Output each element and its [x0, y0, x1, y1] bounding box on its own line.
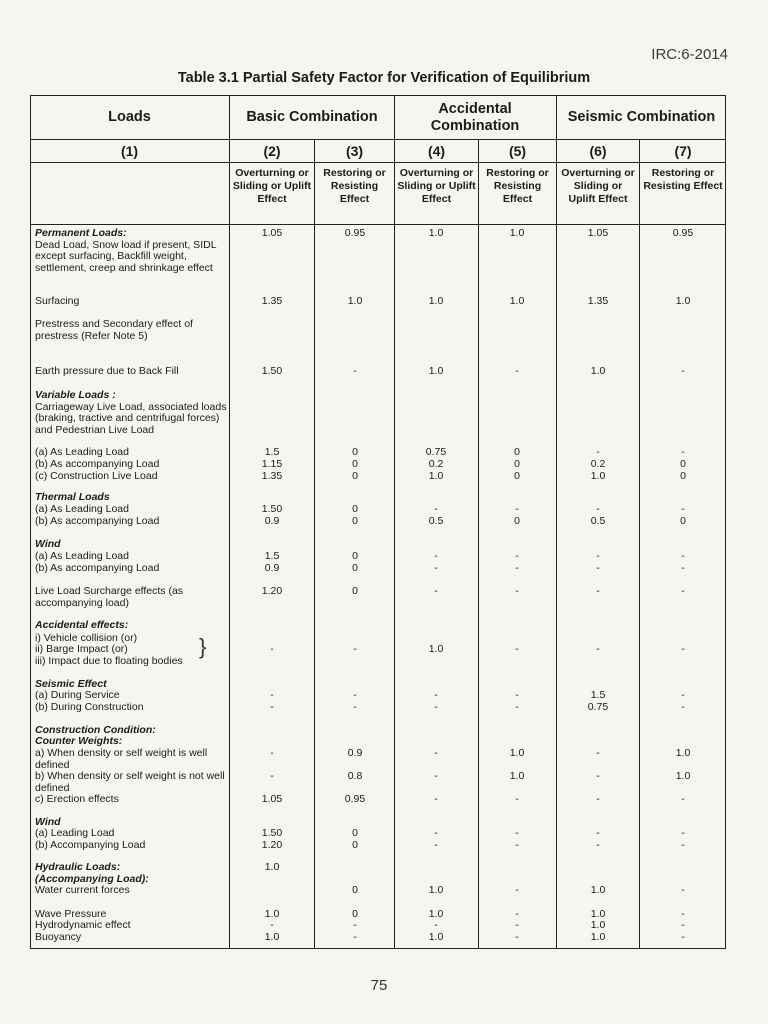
- row-text: Dead Load, Snow load if present, SIDL except surfacing, Backfill weight, settlement, creep and shrinkage effect: [35, 238, 217, 274]
- column-number: (7): [674, 143, 692, 159]
- factor-cell: -: [515, 931, 519, 943]
- factor-cell: 0: [352, 446, 358, 458]
- factor-cell: 1.0: [590, 931, 606, 943]
- row-label: [35, 459, 227, 471]
- factor-cell: 1.05: [261, 793, 283, 805]
- column-number: (3): [345, 143, 364, 159]
- row-label: [35, 828, 227, 840]
- row-label: [35, 690, 227, 702]
- factor-cell: 0: [352, 839, 358, 851]
- row-text: Surfacing: [35, 295, 80, 307]
- factor-cell: -: [270, 689, 274, 701]
- factor-cell: -: [434, 827, 438, 839]
- factor-cell: 0: [352, 827, 358, 839]
- factor-cell: -: [681, 827, 685, 839]
- factor-cell: -: [681, 365, 685, 377]
- row-label: [35, 620, 227, 632]
- row-heading: Accidental effects:: [35, 619, 129, 631]
- row-label: [35, 771, 227, 794]
- factor-cell: -: [353, 643, 357, 655]
- factor-cell: 1.0: [264, 908, 280, 920]
- row-label: [35, 504, 227, 516]
- factor-cell: 1.0: [509, 747, 525, 759]
- brace-symbol: }: [199, 634, 207, 659]
- factor-cell: -: [434, 919, 438, 931]
- effect-header: Restoring or Resisting Effect: [643, 167, 723, 192]
- effect-header: Restoring or Resisting Effect: [323, 167, 386, 205]
- row-text: Wave Pressure: [35, 908, 107, 920]
- page-number: 75: [370, 977, 388, 994]
- row-heading: Construction Condition:: [35, 724, 156, 736]
- column-number: (6): [589, 143, 607, 159]
- header-seismic-combination: Seismic Combination: [567, 109, 716, 125]
- factor-cell: 1.0: [509, 770, 525, 782]
- table-title: Table 3.1 Partial Safety Factor for Verification of Equilibrium: [177, 70, 591, 86]
- row-heading: Wind: [35, 816, 61, 828]
- effect-header: Overturning or Sliding or Uplift Effect: [561, 167, 635, 205]
- factor-cell: 1.0: [264, 931, 280, 943]
- row-heading: (Accompanying Load):: [35, 873, 149, 885]
- factor-cell: -: [596, 827, 600, 839]
- factor-cell: -: [270, 770, 274, 782]
- factor-cell: -: [681, 503, 685, 515]
- row-label: [35, 862, 227, 874]
- row-text: (b) As accompanying Load: [35, 515, 160, 527]
- row-label: [35, 471, 227, 483]
- factor-cell: -: [681, 446, 685, 458]
- factor-cell: 1.0: [428, 470, 444, 482]
- factor-cell: -: [353, 919, 357, 931]
- row-text: (c) Construction Live Load: [35, 470, 158, 482]
- factor-cell: 0: [680, 515, 686, 527]
- factor-cell: 0: [352, 515, 358, 527]
- row-label: [35, 390, 227, 436]
- factor-cell: 0.5: [428, 515, 444, 527]
- factor-cell: 1.0: [428, 884, 444, 896]
- factor-cell: -: [596, 747, 600, 759]
- factor-cell: 1.5: [264, 446, 280, 458]
- row-heading: Variable Loads :: [35, 389, 116, 401]
- factor-cell: -: [434, 793, 438, 805]
- factor-cell: -: [434, 585, 438, 597]
- factor-cell: -: [596, 770, 600, 782]
- factor-cell: 1.5: [264, 550, 280, 562]
- row-text: Hydrodynamic effect: [35, 919, 131, 931]
- factor-cell: -: [681, 701, 685, 713]
- factor-cell: 1.20: [261, 585, 283, 597]
- column-number: (1): [120, 143, 139, 159]
- factor-cell: 0: [352, 585, 358, 597]
- factor-cell: -: [681, 562, 685, 574]
- factor-cell: -: [515, 365, 519, 377]
- factor-cell: 1.0: [428, 227, 444, 239]
- factor-cell: 1.05: [587, 227, 609, 239]
- factor-cell: -: [596, 643, 600, 655]
- factor-cell: -: [515, 643, 519, 655]
- factor-cell: 1.0: [428, 295, 444, 307]
- row-text: (b) Accompanying Load: [35, 839, 146, 851]
- factor-cell: -: [681, 643, 685, 655]
- factor-cell: 0.8: [347, 770, 363, 782]
- factor-cell: 1.35: [587, 295, 609, 307]
- row-text: i) Vehicle collision (or): [35, 632, 138, 644]
- factor-cell: 0: [514, 515, 520, 527]
- row-text: Earth pressure due to Back Fill: [35, 365, 179, 377]
- row-text: (a) As Leading Load: [35, 446, 129, 458]
- row-label: [35, 539, 227, 551]
- factor-cell: 1.0: [264, 861, 280, 873]
- factor-cell: -: [681, 585, 685, 597]
- factor-cell: -: [434, 562, 438, 574]
- factor-cell: 1.50: [261, 503, 283, 515]
- row-text: (b) As accompanying Load: [35, 458, 160, 470]
- row-heading: Hydraulic Loads:: [35, 861, 121, 873]
- factor-cell: -: [515, 585, 519, 597]
- factor-cell: 0.2: [590, 458, 606, 470]
- factor-cell: 1.35: [261, 295, 283, 307]
- factor-cell: 0: [352, 908, 358, 920]
- factor-cell: 0.95: [672, 227, 694, 239]
- factor-cell: 1.0: [428, 365, 444, 377]
- factor-cell: -: [596, 550, 600, 562]
- factor-cell: 1.5: [590, 689, 606, 701]
- row-label: [35, 840, 227, 852]
- factor-cell: -: [434, 747, 438, 759]
- factor-cell: -: [270, 701, 274, 713]
- column-number: (4): [427, 143, 446, 159]
- factor-cell: -: [353, 701, 357, 713]
- factor-cell: 1.0: [428, 908, 444, 920]
- row-label: [35, 702, 227, 714]
- factor-cell: -: [596, 839, 600, 851]
- factor-cell: -: [434, 689, 438, 701]
- factor-cell: -: [353, 689, 357, 701]
- factor-cell: -: [270, 643, 274, 655]
- row-heading: Counter Weights:: [35, 735, 123, 747]
- factor-cell: 1.0: [509, 227, 525, 239]
- row-text: a) When density or self weight is well defined: [35, 747, 208, 771]
- factor-cell: -: [515, 689, 519, 701]
- row-label: [35, 516, 227, 528]
- factor-cell: -: [596, 793, 600, 805]
- factor-cell: 1.15: [261, 458, 283, 470]
- factor-cell: -: [434, 701, 438, 713]
- row-label: [35, 551, 227, 563]
- factor-cell: 0.75: [425, 446, 447, 458]
- row-text: (a) Leading Load: [35, 827, 115, 839]
- row-heading: Thermal Loads: [35, 491, 110, 503]
- factor-cell: 0: [352, 458, 358, 470]
- row-text: (a) During Service: [35, 689, 120, 701]
- factor-cell: 1.0: [347, 295, 363, 307]
- factor-cell: -: [681, 839, 685, 851]
- row-heading: Seismic Effect: [35, 678, 107, 690]
- effect-header: Restoring or Resisting Effect: [486, 167, 549, 205]
- effect-header: Overturning or Sliding or Uplift Effect: [232, 167, 312, 205]
- row-label: [35, 319, 227, 342]
- row-text: Water current forces: [35, 884, 130, 896]
- row-text: Prestress and Secondary effect of prestress (Refer Note 5): [35, 318, 193, 342]
- factor-cell: 1.0: [590, 884, 606, 896]
- factor-cell: 1.35: [261, 470, 283, 482]
- factor-cell: 1.0: [428, 643, 444, 655]
- row-label: [35, 228, 227, 274]
- factor-cell: 1.50: [261, 365, 283, 377]
- factor-cell: 1.0: [590, 470, 606, 482]
- header-basic-combination: Basic Combination: [246, 109, 378, 125]
- factor-cell: 1.0: [590, 365, 606, 377]
- row-label: [35, 748, 227, 771]
- factor-cell: -: [681, 550, 685, 562]
- factor-cell: 0: [680, 458, 686, 470]
- row-label: [35, 447, 227, 459]
- factor-cell: 0: [680, 470, 686, 482]
- factor-cell: 1.0: [675, 747, 691, 759]
- factor-cell: -: [515, 839, 519, 851]
- row-text: Carriageway Live Load, associated loads (braking, tractive and centrifugal forces) and Pedestrian Live Load: [35, 400, 227, 436]
- factor-cell: -: [434, 839, 438, 851]
- factor-cell: -: [353, 931, 357, 943]
- factor-cell: -: [515, 884, 519, 896]
- factor-cell: 1.0: [590, 919, 606, 931]
- factor-cell: 0.95: [344, 227, 366, 239]
- factor-cell: -: [353, 365, 357, 377]
- factor-cell: 1.0: [675, 770, 691, 782]
- row-heading: Wind: [35, 538, 61, 550]
- row-label: [35, 366, 227, 378]
- row-text: b) When density or self weight is not well defined: [35, 770, 225, 794]
- row-label: [35, 563, 227, 575]
- factor-cell: 1.05: [261, 227, 283, 239]
- factor-cell: 0: [514, 446, 520, 458]
- factor-cell: -: [681, 919, 685, 931]
- row-heading: Permanent Loads:: [35, 227, 127, 239]
- factor-cell: 0.9: [347, 747, 363, 759]
- row-text: (a) As Leading Load: [35, 503, 129, 515]
- factor-cell: -: [681, 884, 685, 896]
- factor-cell: -: [434, 770, 438, 782]
- row-text: (b) As accompanying Load: [35, 562, 160, 574]
- factor-cell: -: [515, 562, 519, 574]
- factor-cell: -: [434, 503, 438, 515]
- factor-cell: 0: [352, 550, 358, 562]
- factor-cell: 1.0: [428, 931, 444, 943]
- factor-cell: 0.75: [587, 701, 609, 713]
- factor-cell: 0: [352, 503, 358, 515]
- factor-cell: 0: [514, 458, 520, 470]
- row-text: Buoyancy: [35, 931, 82, 943]
- row-label: [35, 736, 227, 748]
- factor-cell: -: [270, 747, 274, 759]
- factor-cell: 0.2: [428, 458, 444, 470]
- row-text: c) Erection effects: [35, 793, 119, 805]
- factor-cell: -: [681, 793, 685, 805]
- row-label: [35, 885, 227, 897]
- factor-cell: -: [681, 931, 685, 943]
- factor-cell: 1.50: [261, 827, 283, 839]
- factor-cell: -: [681, 908, 685, 920]
- factor-cell: -: [515, 908, 519, 920]
- factor-cell: 1.20: [261, 839, 283, 851]
- factor-cell: 0.9: [264, 562, 280, 574]
- column-number: (2): [263, 143, 281, 159]
- header-loads: Loads: [108, 109, 151, 125]
- factor-cell: -: [681, 689, 685, 701]
- factor-cell: 0.9: [264, 515, 280, 527]
- column-number: (5): [508, 143, 527, 159]
- row-text: iii) Impact due to floating bodies: [35, 655, 183, 667]
- factor-cell: -: [596, 562, 600, 574]
- factor-cell: 1.0: [675, 295, 691, 307]
- row-label: [35, 920, 227, 932]
- row-label: [35, 586, 227, 609]
- factor-cell: -: [515, 503, 519, 515]
- row-label: [35, 492, 227, 504]
- factor-cell: 0.95: [344, 793, 366, 805]
- row-text: ii) Barge Impact (or): [35, 643, 128, 655]
- row-text: Live Load Surcharge effects (as accompanying load): [35, 585, 184, 609]
- row-text: (a) As Leading Load: [35, 550, 129, 562]
- factor-cell: -: [270, 919, 274, 931]
- factor-cell: 1.0: [590, 908, 606, 920]
- factor-cell: -: [596, 503, 600, 515]
- row-label: [35, 932, 227, 944]
- factor-cell: -: [596, 446, 600, 458]
- factor-cell: 0.5: [590, 515, 606, 527]
- factor-cell: -: [434, 550, 438, 562]
- factor-cell: -: [515, 701, 519, 713]
- document-code: IRC:6-2014: [651, 46, 728, 63]
- factor-cell: 0: [352, 562, 358, 574]
- factor-cell: 0: [352, 884, 358, 896]
- factor-cell: -: [515, 550, 519, 562]
- factor-cell: 1.0: [509, 295, 525, 307]
- header-accidental-combination: Accidental Combination: [430, 100, 520, 134]
- factor-cell: -: [515, 919, 519, 931]
- factor-cell: -: [515, 793, 519, 805]
- factor-cell: -: [596, 585, 600, 597]
- row-label: [35, 794, 227, 806]
- factor-cell: -: [515, 827, 519, 839]
- factor-cell: 0: [514, 470, 520, 482]
- effect-header: Overturning or Sliding or Uplift Effect: [397, 167, 476, 205]
- row-text: (b) During Construction: [35, 701, 144, 713]
- factor-cell: 0: [352, 470, 358, 482]
- row-label: [35, 296, 227, 308]
